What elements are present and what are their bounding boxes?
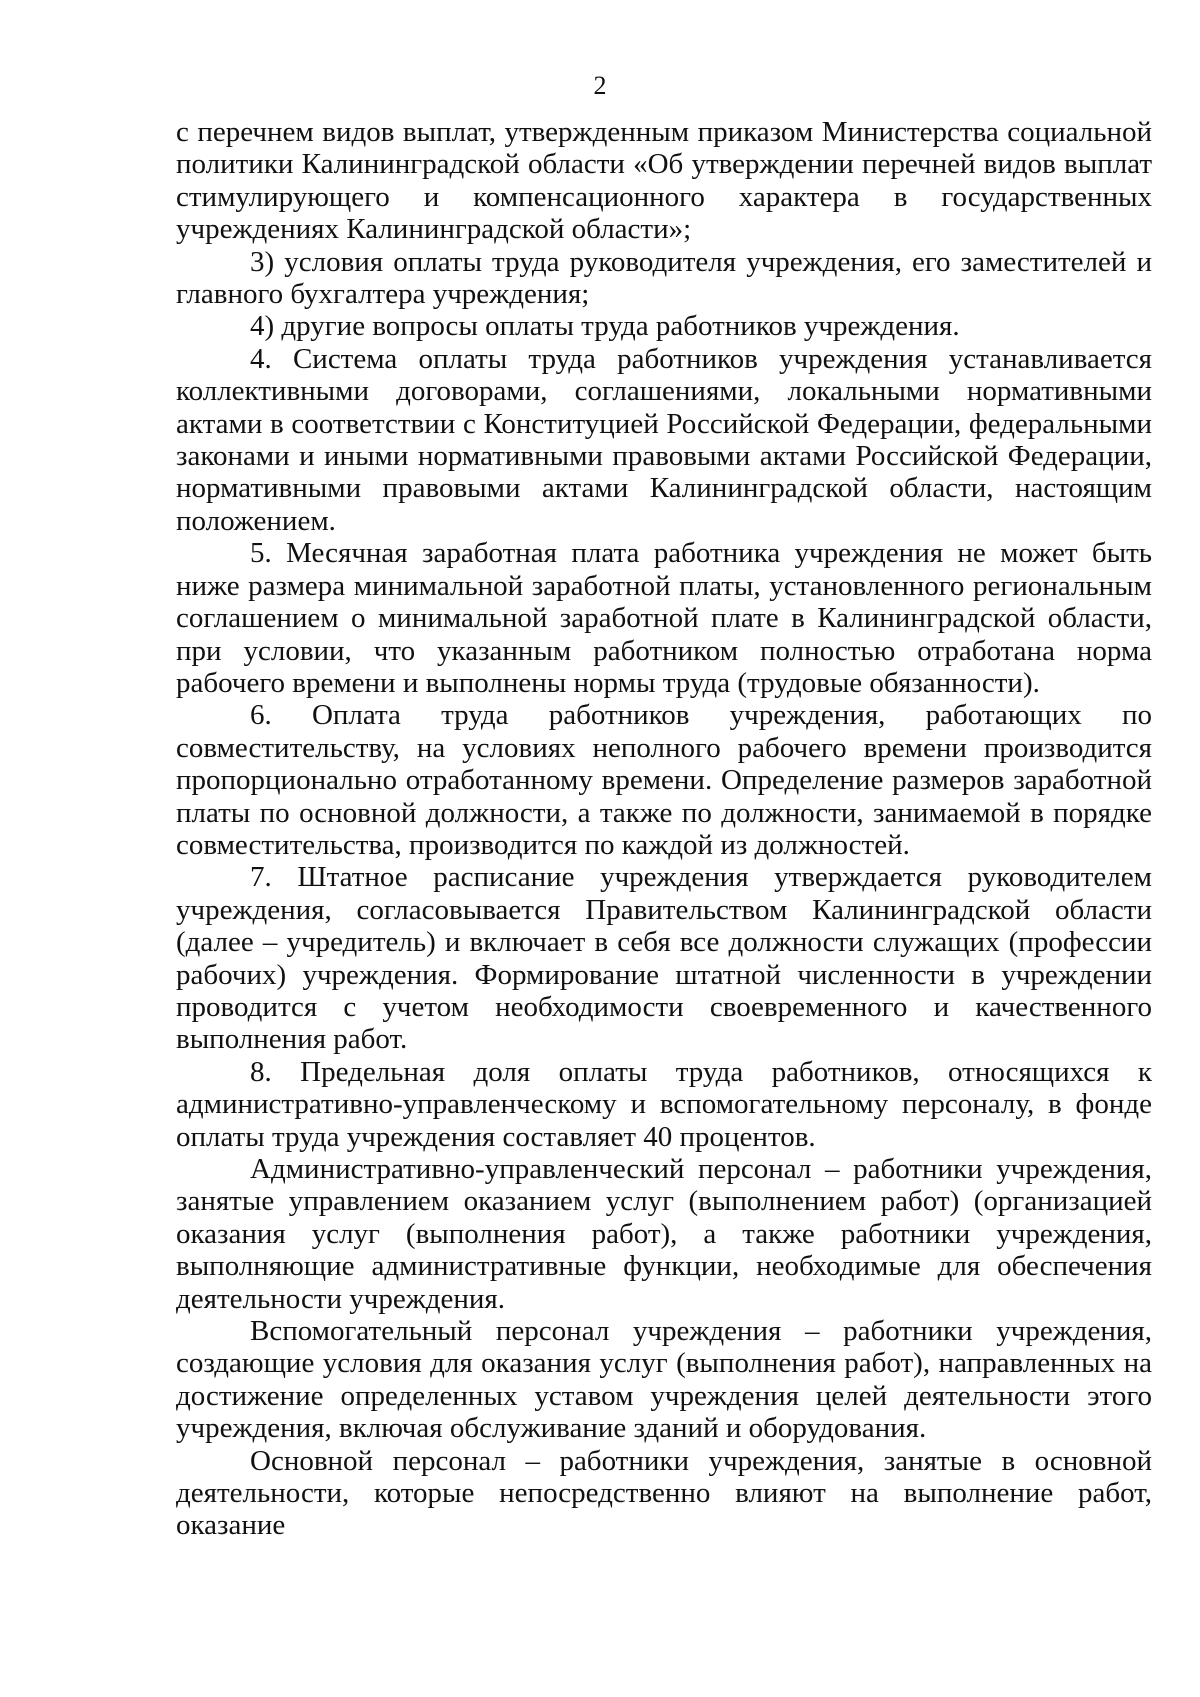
page-number: 2	[593, 71, 607, 100]
paragraph-clause-4: 4. Система оплаты труда работников учреждения устанавливается коллективными договорами, соглашениями, локальными нормативными актами в соответствии с Конституцией Российской Федерации, федеральными законами и иными нормативными правовыми актами Российской Федерации, нормативными правовыми актами Калининградской области, настоящим положением.	[176, 342, 1152, 537]
paragraph-support-staff: Вспомогательный персонал учреждения – работники учреждения, создающие условия для оказания услуг (выполнения работ), направленных на достижение определенных уставом учреждения целей деятельности этого учреждения, включая обслуживание зданий и оборудования.	[176, 1315, 1152, 1445]
paragraph-clause-7: 7. Штатное расписание учреждения утверждается руководителем учреждения, согласовывается Правительством Калининградской области (далее – учредитель) и включает в себя все должности служащих (профессии рабочих) учреждения. Формирование штатной численности в учреждении проводится с учетом необходимости своевременного и качественного выполнения работ.	[176, 861, 1152, 1056]
paragraph-main-staff: Основной персонал – работники учреждения, занятые в основной деятельности, которые непосредственно влияют на выполнение работ, оказание	[176, 1444, 1152, 1542]
paragraph-item-3: 3) условия оплаты труда руководителя учреждения, его заместителей и главного бухгалтера учреждения;	[176, 245, 1152, 311]
paragraph-admin-staff: Административно-управленческий персонал – работники учреждения, занятые управлением оказанием услуг (выполнением работ) (организацией оказания услуг (выполнения работ), а также работники учреждения, выполняющие административные функции, необходимые для обеспечения деятельности учреждения.	[176, 1153, 1152, 1315]
paragraph-continuation: с перечнем видов выплат, утвержденным приказом Министерства социальной политики Калининградской области «Об утверждении перечней видов выплат стимулирующего и компенсационного характера в государственных учреждениях Калининградской области»;	[176, 116, 1152, 246]
paragraph-clause-5: 5. Месячная заработная плата работника учреждения не может быть ниже размера минимальной заработной платы, установленного региональным соглашением о минимальной заработной плате в Калининградской области, при условии, что указанным работником полностью отработана норма рабочего времени и выполнены нормы труда (трудовые обязанности).	[176, 537, 1152, 699]
paragraph-clause-8: 8. Предельная доля оплаты труда работников, относящихся к административно-управленческому и вспомогательному персоналу, в фонде оплаты труда учреждения составляет 40 процентов.	[176, 1055, 1152, 1153]
paragraph-item-4: 4) другие вопросы оплаты труда работников учреждения.	[250, 310, 960, 343]
paragraph-clause-6: 6. Оплата труда работников учреждения, работающих по совместительству, на условиях неполного рабочего времени производится пропорционально отработанному времени. Определение размеров заработной платы по основной должности, а также по должности, занимаемой в порядке совместительства, производится по каждой из должностей.	[176, 699, 1152, 861]
document-body	[176, 116, 1152, 1542]
